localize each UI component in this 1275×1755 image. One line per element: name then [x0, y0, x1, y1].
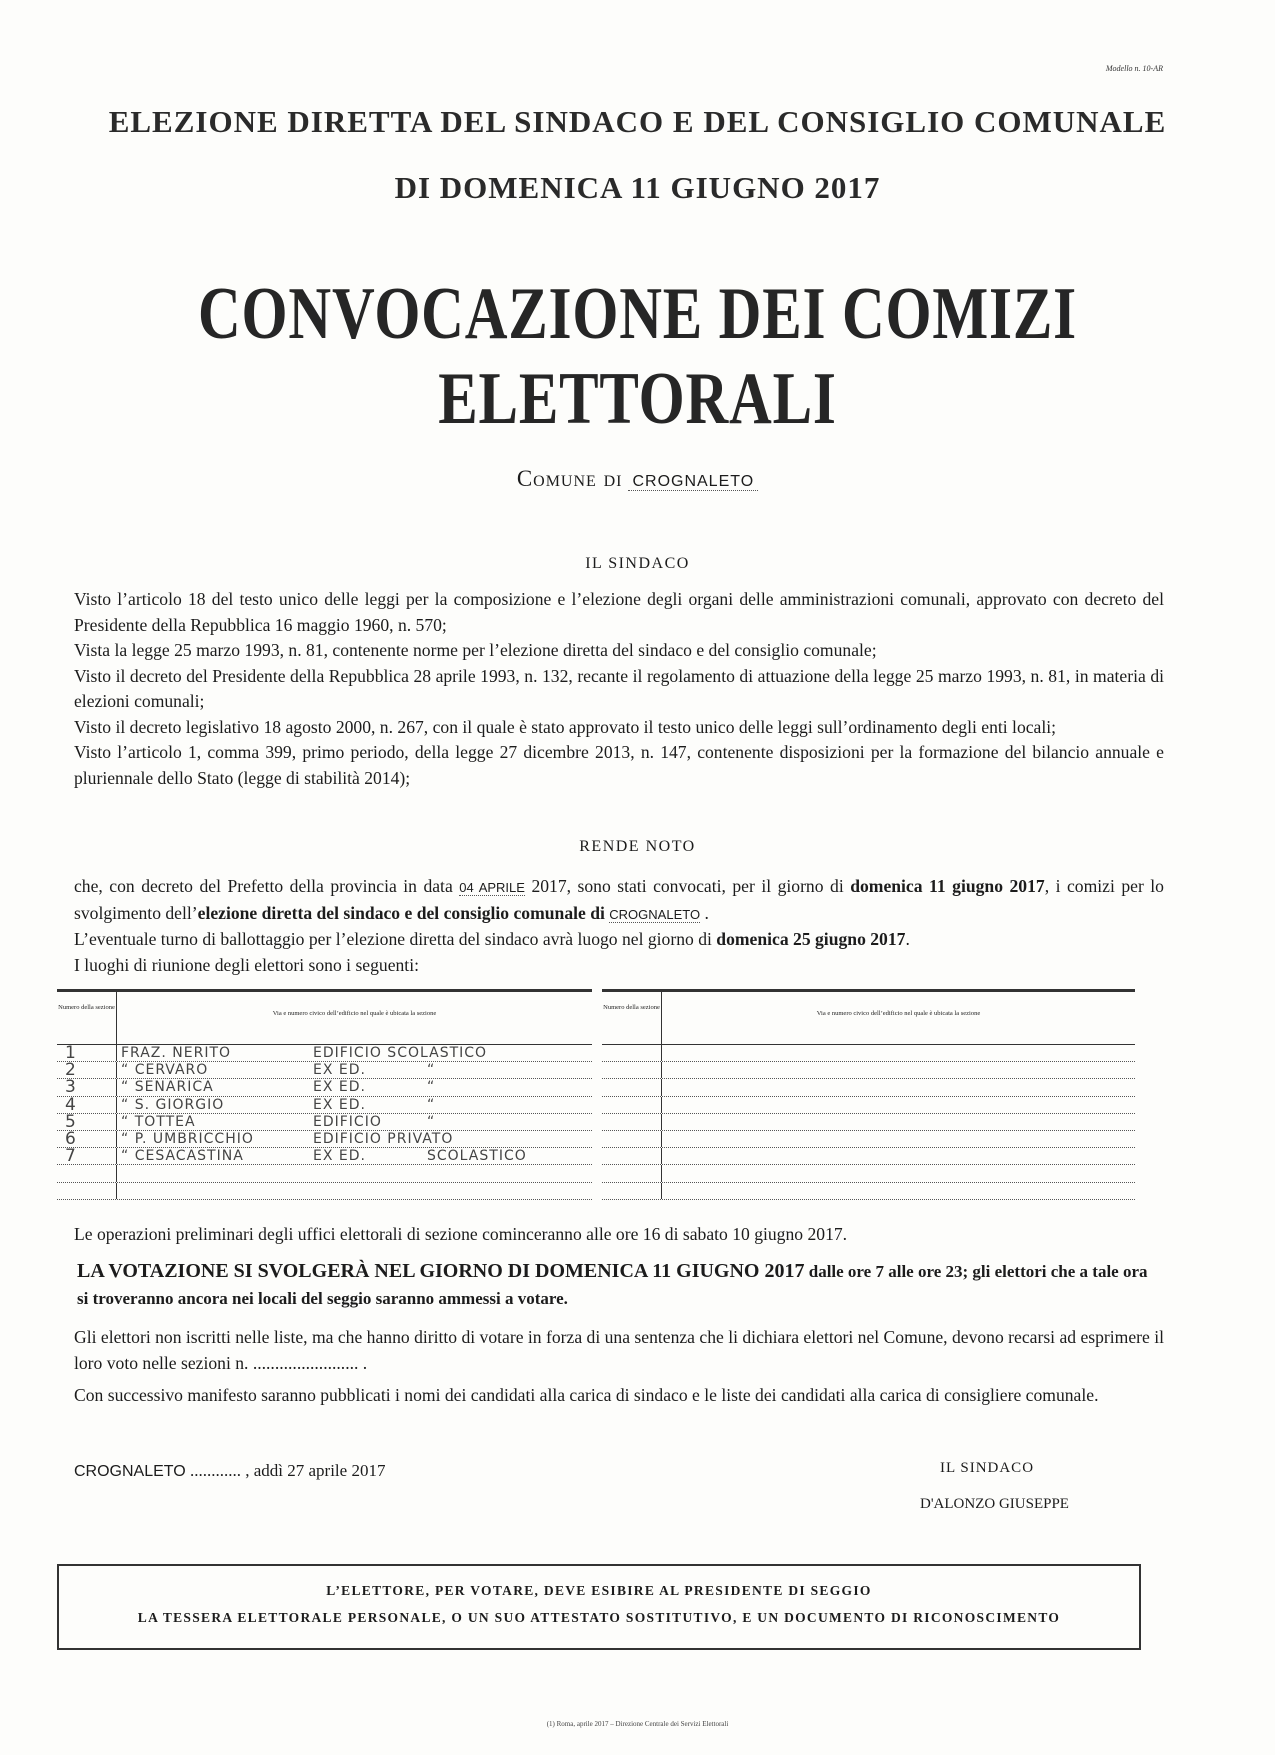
section-location: [117, 1114, 592, 1130]
frazione-name: “ CERVARO: [121, 1062, 209, 1079]
non-iscritti-text: Gli elettori non iscritti nelle liste, ma che hanno diritto di votare in forza di una sentenza che li dichiara elettori nel Comune, devono recarsi ad esprimere il loro voto nelle sezioni n. ........................ .: [74, 1327, 1164, 1373]
sezioni-table-left: [57, 989, 592, 1200]
visti-block: [74, 587, 1164, 791]
table-row: [57, 1094, 592, 1115]
table-header: [57, 992, 592, 1045]
edificio-note: “: [427, 1079, 436, 1096]
ballottaggio-end: .: [905, 929, 910, 949]
visto-5: Visto l’articolo 1, comma 399, primo periodo, della legge 27 dicembre 2013, n. 147, contenente disposizioni per la formazione del bilancio annuale e pluriennale dello Stato (legge di stabilità 2014);: [74, 742, 1164, 788]
section-number: [602, 1097, 662, 1113]
edificio-note: SCOLASTICO: [427, 1148, 527, 1165]
edificio-type: EX ED.: [313, 1079, 366, 1096]
table-row: [57, 1062, 592, 1079]
table-row: [602, 1183, 1135, 1200]
firma-titolo: IL SINDACO: [940, 1460, 1035, 1476]
section-number: 7: [57, 1148, 117, 1164]
edificio-type: EDIFICIO PRIVATO: [313, 1130, 454, 1147]
edificio-type: EDIFICIO SCOLASTICO: [313, 1045, 488, 1061]
section-number: 3: [57, 1079, 117, 1095]
table-row: [602, 1062, 1135, 1079]
section-number: [602, 1045, 662, 1061]
section-location: [117, 1097, 592, 1113]
edificio-type: EX ED.: [313, 1148, 366, 1165]
table-row: [57, 1079, 592, 1096]
operazioni-text: Le operazioni preliminari degli uffici elettorali di sezione cominceranno alle ore 16 di sabato 10 giugno 2017.: [74, 1224, 848, 1244]
table-body-left: [57, 1045, 592, 1200]
section-location: [662, 1165, 1135, 1181]
avviso-line-1: L’ELETTORE, PER VOTARE, DEVE ESIBIRE AL PRESIDENTE DI SEGGIO: [326, 1583, 872, 1598]
section-number: [602, 1131, 662, 1147]
decreto-mid2: , i comizi per lo svolgimento dell’: [74, 876, 1164, 923]
frazione-name: “ SENARICA: [121, 1079, 214, 1096]
section-location: [117, 1148, 592, 1164]
table-body-right: [602, 1045, 1135, 1200]
section-location: [662, 1148, 1135, 1164]
table-row: [602, 1045, 1135, 1062]
decreto-giorno: domenica 11 giugno 2017: [850, 876, 1045, 896]
section-number: 5: [57, 1114, 117, 1130]
section-location: [117, 1079, 592, 1095]
section-location: [117, 1183, 592, 1199]
visto-1: Visto l’articolo 18 del testo unico delle leggi per la composizione e l’elezione degli organi delle amministrazioni comunali, approvato con decreto del Presidente della Repubblica 16 maggio 1960, n. 570;: [74, 589, 1164, 635]
section-number: [602, 1062, 662, 1078]
edificio-note: “: [427, 1062, 436, 1079]
frazione-name: “ P. UMBRICCHIO: [121, 1130, 254, 1147]
section-location: [117, 1131, 592, 1147]
table-row: [57, 1111, 592, 1132]
table-row: [602, 1165, 1135, 1182]
decreto-pre: che, con decreto del Prefetto della provincia in data: [74, 876, 460, 896]
votazione-big: LA VOTAZIONE SI SVOLGERÀ NEL GIORNO DI DOMENICA 11 GIUGNO 2017: [77, 1260, 805, 1282]
table-row: [57, 1183, 592, 1200]
document-title: CONVOCAZIONE DEI COMIZI ELETTORALI: [198, 273, 1077, 440]
section-location: [662, 1114, 1135, 1130]
luoghi-intro: I luoghi di riunione degli elettori sono i seguenti:: [74, 954, 419, 975]
frazione-name: “ S. GIORGIO: [121, 1096, 225, 1113]
table-row: [602, 1097, 1135, 1114]
section-location: [662, 1183, 1135, 1199]
edificio-type: EX ED.: [313, 1096, 366, 1113]
modello-number: Modello n. 10-AR: [1105, 64, 1163, 73]
decreto-paragraph: [74, 874, 1164, 927]
decreto-data: 04 APRILE: [459, 880, 525, 895]
ballottaggio-paragraph: [74, 927, 1164, 953]
header-line-1: ELEZIONE DIRETTA DEL SINDACO E DEL CONSIGLIO COMUNALE: [108, 104, 1167, 139]
section-number: [57, 1165, 117, 1181]
table-row: [602, 1131, 1135, 1148]
section-number: [602, 1079, 662, 1095]
avviso-box: [57, 1564, 1141, 1650]
ballottaggio-pre: L’eventuale turno di ballottaggio per l’elezione diretta del sindaco avrà luogo nel giorno di: [74, 929, 717, 949]
votazione-paragraph: [77, 1258, 1162, 1312]
section-location: [662, 1045, 1135, 1061]
frazione-name: “ TOTTEA: [121, 1113, 196, 1130]
firma-addi: ............ , addì 27 aprile 2017: [185, 1461, 386, 1480]
col-numero-header: Numero della sezione: [602, 992, 662, 1044]
firma-luogo: CROGNALETO: [74, 1463, 186, 1480]
decreto-comune: CROGNALETO: [609, 906, 701, 922]
section-location: [662, 1131, 1135, 1147]
section-number: 2: [57, 1062, 117, 1078]
comune-line: [0, 466, 1275, 492]
section-location: [117, 1062, 592, 1078]
votazione-rest: dalle ore 7 alle ore 23; gli elettori che a tale ora si troveranno ancora nei locali del seggio saranno ammessi a votare.: [77, 1262, 1148, 1308]
decreto-block: [74, 874, 1164, 978]
visto-3: Visto il decreto del Presidente della Repubblica 28 aprile 1993, n. 132, recante il regolamento di attuazione della legge 25 marzo 1993, n. 81, in materia di elezioni comunali;: [74, 665, 1164, 711]
edificio-note: “: [427, 1113, 436, 1130]
section-location: [662, 1097, 1135, 1113]
table-row: [602, 1114, 1135, 1131]
successivo-text: Con successivo manifesto saranno pubblicati i nomi dei candidati alla carica di sindaco e le liste dei candidati alla carica di consigliere comunale.: [74, 1385, 1099, 1405]
il-sindaco-heading: IL SINDACO: [585, 555, 690, 572]
decreto-mid: 2017, sono stati convocati, per il giorno di: [524, 876, 851, 896]
imprint: (1) Roma, aprile 2017 – Direzione Centrale dei Servizi Elettorali: [546, 1720, 729, 1728]
edificio-type: EDIFICIO: [313, 1113, 382, 1130]
visto-2: Vista la legge 25 marzo 1993, n. 81, contenente norme per l’elezione diretta del sindaco e del consiglio comunale;: [74, 640, 877, 660]
table-row: [57, 1128, 592, 1149]
section-number: 1: [57, 1045, 117, 1061]
section-number: 6: [57, 1131, 117, 1147]
decreto-bold2: elezione diretta del sindaco e del consiglio comunale di: [197, 902, 610, 923]
col-via-header: Via e numero civico dell’edificio nel quale è ubicata la sezione: [272, 1010, 437, 1017]
col-via-header: Via e numero civico dell’edificio nel quale è ubicata la sezione: [816, 1010, 981, 1017]
section-number: [57, 1183, 117, 1199]
frazione-name: FRAZ. NERITO: [121, 1045, 232, 1061]
sezioni-table-right: [602, 989, 1135, 1200]
section-number: [602, 1165, 662, 1181]
table-header: [602, 992, 1135, 1045]
decreto-end: .: [700, 902, 709, 923]
section-number: 4: [57, 1097, 117, 1113]
comune-name: CROGNALETO: [628, 473, 758, 491]
comune-label: Comune di: [516, 466, 623, 491]
section-location: [117, 1165, 592, 1181]
firma-luogo-data: [74, 1461, 385, 1481]
table-row: [57, 1045, 592, 1062]
section-location: [662, 1079, 1135, 1095]
frazione-name: “ CESACASTINA: [121, 1148, 244, 1165]
col-numero-header: Numero della sezione: [57, 992, 117, 1044]
section-location: [117, 1045, 592, 1061]
edificio-type: EX ED.: [313, 1062, 366, 1079]
section-number: [602, 1114, 662, 1130]
table-row: [602, 1148, 1135, 1165]
table-row: [602, 1079, 1135, 1096]
table-row: [57, 1148, 592, 1165]
visto-4: Visto il decreto legislativo 18 agosto 2000, n. 267, con il quale è stato approvato il testo unico delle leggi sull’ordinamento degli enti locali;: [74, 716, 1057, 737]
section-number: [602, 1183, 662, 1199]
header-line-2: DI DOMENICA 11 GIUGNO 2017: [394, 170, 881, 205]
firma-nome: D'ALONZO GIUSEPPE: [920, 1496, 1069, 1512]
rende-noto-heading: RENDE NOTO: [579, 838, 696, 855]
edificio-note: “: [427, 1096, 436, 1113]
section-location: [662, 1062, 1135, 1078]
ballottaggio-date: domenica 25 giugno 2017: [716, 929, 906, 949]
section-number: [602, 1148, 662, 1164]
avviso-line-2: LA TESSERA ELETTORALE PERSONALE, O UN SUO ATTESTATO SOSTITUTIVO, E UN DOCUMENTO DI RICONOSCIMENTO: [137, 1610, 1061, 1625]
table-row: [57, 1165, 592, 1182]
